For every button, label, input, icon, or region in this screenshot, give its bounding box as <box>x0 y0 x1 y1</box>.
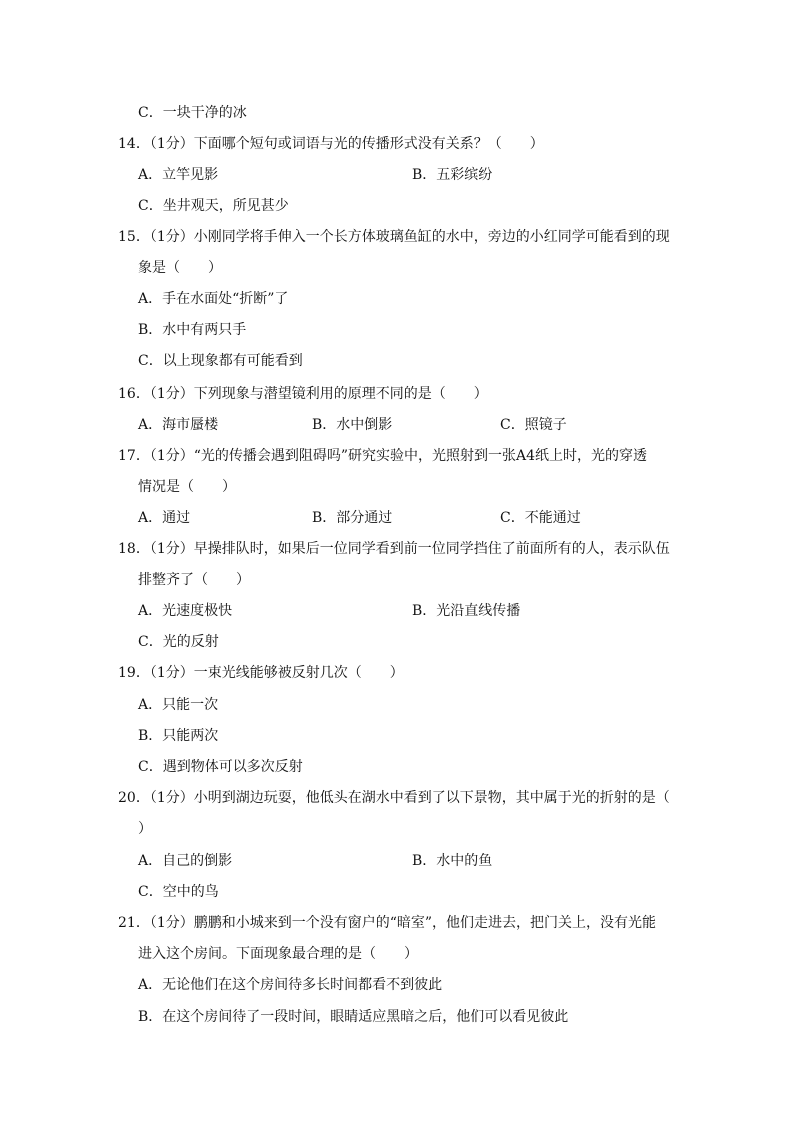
option-13c: C．一块干净的冰 <box>138 105 247 121</box>
question-20: 20．（1分）小明到湖边玩耍，他低头在湖水中看到了以下景物，其中属于光的折射的是（ <box>118 790 670 806</box>
question-14: 14．（1分）下面哪个短句或词语与光的传播形式没有关系？（ ） <box>118 136 544 152</box>
question-18-cont: 排整齐了（ ） <box>138 572 250 588</box>
option-19c: C．遇到物体可以多次反射 <box>138 759 303 775</box>
option-21a: A．无论他们在这个房间待多长时间都看不到彼此 <box>138 977 443 993</box>
question-15: 15．（1分）小刚同学将手伸入一个长方体玻璃鱼缸的水中，旁边的小红同学可能看到的现 <box>118 229 670 245</box>
question-21: 21．（1分）鹏鹏和小城来到一个没有窗户的“暗室”，他们走进去，把门关上，没有光能 <box>118 915 657 931</box>
option-16a: A．海市蜃楼 <box>138 417 219 433</box>
option-17a: A．通过 <box>138 510 191 526</box>
question-20-cont: ） <box>138 821 152 837</box>
question-15-cont: 象是（ ） <box>138 260 222 276</box>
option-16c: C．照镜子 <box>500 417 567 433</box>
option-18b: B．光沿直线传播 <box>412 603 521 619</box>
option-17c: C．不能通过 <box>500 510 581 526</box>
option-19b: B．只能两次 <box>138 728 219 744</box>
question-19: 19．（1分）一束光线能够被反射几次（ ） <box>118 665 404 681</box>
option-21b: B．在这个房间待了一段时间，眼睛适应黑暗之后，他们可以看见彼此 <box>138 1009 569 1025</box>
question-17-cont: 情况是（ ） <box>138 479 236 495</box>
option-18c: C．光的反射 <box>138 634 219 650</box>
option-20c: C．空中的鸟 <box>138 884 219 900</box>
option-14c: C．坐井观天，所见甚少 <box>138 198 289 214</box>
option-20a: A．自己的倒影 <box>138 853 233 869</box>
question-16: 16．（1分）下列现象与潜望镜利用的原理不同的是（ ） <box>118 386 488 402</box>
option-18a: A．光速度极快 <box>138 603 233 619</box>
option-14a: A．立竿见影 <box>138 167 219 183</box>
option-17b: B．部分通过 <box>312 510 393 526</box>
option-14b: B．五彩缤纷 <box>412 167 493 183</box>
question-17: 17．（1分）“光的传播会遇到阻碍吗”研究实验中，光照射到一张A4纸上时，光的穿透 <box>118 448 648 464</box>
option-16b: B．水中倒影 <box>312 417 393 433</box>
question-21-cont: 进入这个房间。下面现象最合理的是（ ） <box>138 946 418 962</box>
option-20b: B．水中的鱼 <box>412 853 493 869</box>
option-15a: A．手在水面处“折断”了 <box>138 291 289 307</box>
option-15b: B．水中有两只手 <box>138 322 247 338</box>
option-15c: C．以上现象都有可能看到 <box>138 353 303 369</box>
question-18: 18．（1分）早操排队时，如果后一位同学看到前一位同学挡住了前面所有的人，表示队伍 <box>118 541 670 557</box>
option-19a: A．只能一次 <box>138 697 219 713</box>
